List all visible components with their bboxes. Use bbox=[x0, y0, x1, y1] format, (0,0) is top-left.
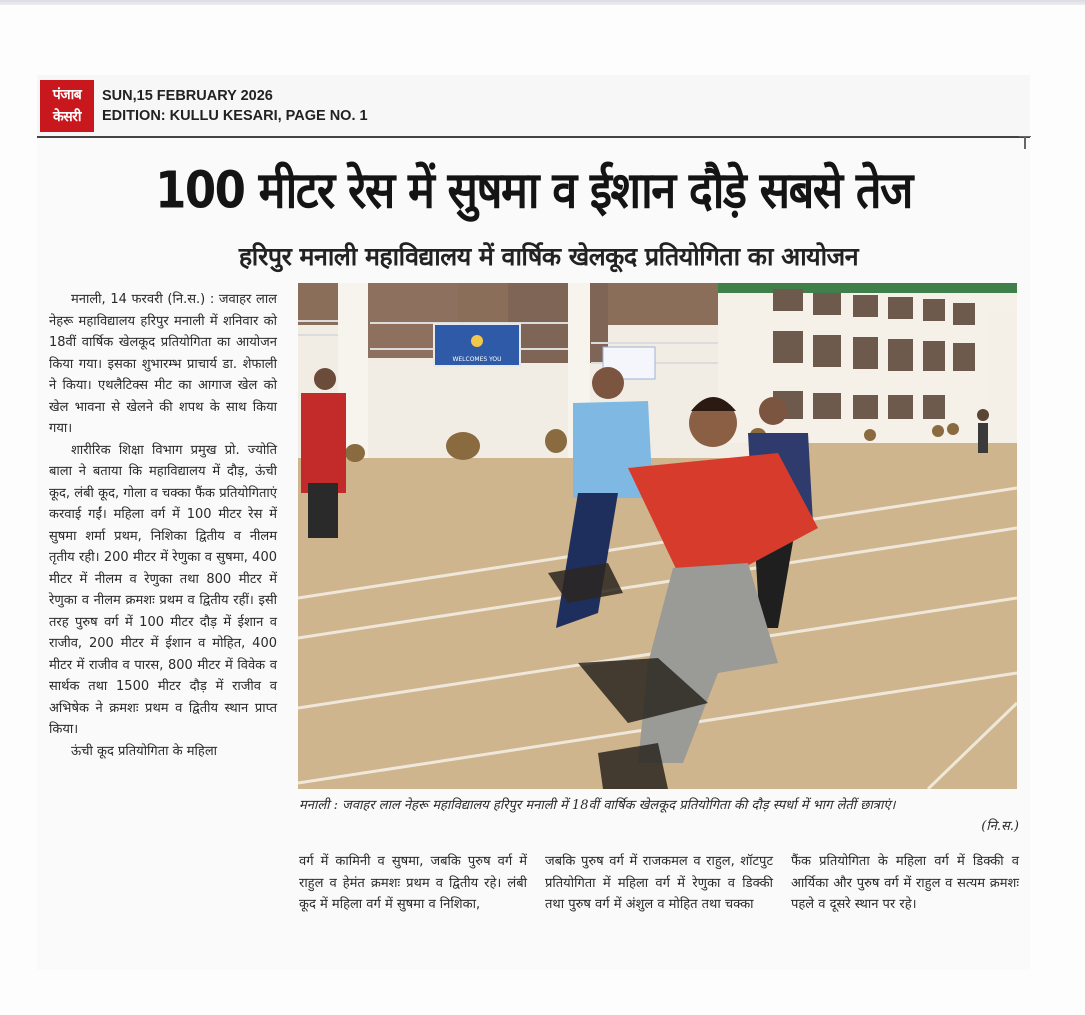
logo-line-1: पंजाब bbox=[52, 87, 82, 103]
edition-page: EDITION: KULLU KESARI, PAGE NO. 1 bbox=[102, 108, 368, 124]
headline: 100 मीटर रेस में सुषमा व ईशान दौड़े सबसे तेज bbox=[155, 160, 912, 220]
article-paragraph: मनाली, 14 फरवरी (नि.स.) : जवाहर लाल नेहरू महाविद्यालय हरिपुर मनाली में शनिवार को 18वीं वार्षिक खेलकूद प्रतियोगिता का आयोजन किया गया। इसका शुभारम्भ प्राचार्य डा. शेफाली ने किया। एथलैटिक्स मीट का आगाज खेल को खेल भावना से खेलने की शपथ के साथ किया गया। bbox=[49, 292, 277, 436]
subheadline: हरिपुर मनाली महाविद्यालय में वार्षिक खेलकूद प्रतियोगिता का आयोजन bbox=[238, 242, 859, 271]
article-bottom-columns bbox=[299, 851, 1019, 916]
article-column: जबकि पुरुष वर्ग में राजकमल व राहुल, शॉटपुट प्रतियोगिता में महिला वर्ग में रेणुका व डिक्की तथा पुरुष वर्ग में अंशुल व मोहित तथा चक्का bbox=[545, 854, 773, 912]
logo-line-2: केसरी bbox=[52, 109, 82, 125]
article-column: फैंक प्रतियोगिता के महिला वर्ग में डिक्की व आर्यिका और पुरुष वर्ग में राहुल व सत्यम क्रमशः पहले व दूसरे स्थान पर रहे। bbox=[791, 854, 1019, 912]
article-column: वर्ग में कामिनी व सुषमा, जबकि पुरुष वर्ग में राहुल व हेमंत क्रमशः प्रथम व द्वितीय रहे। लंबी कूद में महिला वर्ग में सुषमा व निशिका, bbox=[299, 854, 527, 912]
crop-mark-icon bbox=[1019, 136, 1031, 150]
top-edge-bar bbox=[0, 0, 1085, 5]
edition-date: SUN,15 FEBRUARY 2026 bbox=[102, 88, 273, 104]
article-paragraph: ऊंची कूद प्रतियोगिता के महिला bbox=[71, 743, 217, 759]
banner-text: WELCOMES YOU bbox=[452, 356, 502, 363]
news-clipping bbox=[37, 75, 1030, 970]
article-photo bbox=[298, 283, 1017, 789]
photo-caption bbox=[299, 795, 1019, 834]
caption-text: मनाली : जवाहर लाल नेहरू महाविद्यालय हरिपुर मनाली में 18वीं वार्षिक खेलकूद प्रतियोगिता की दौड़ स्पर्धा में भाग लेतीं छात्राएं। bbox=[299, 798, 896, 813]
masthead bbox=[37, 75, 1030, 138]
caption-credit: (नि.स.) bbox=[981, 819, 1019, 834]
edition-meta bbox=[102, 86, 368, 126]
article-left-column bbox=[49, 289, 277, 762]
article-paragraph: शारीरिक शिक्षा विभाग प्रमुख प्रो. ज्योति बाला ने बताया कि महाविद्यालय में दौड़, ऊंची कूद, लंबी कूद, गोला व चक्का फैंक प्रतियोगिताएं करवाई गईं। महिला वर्ग में 100 मीटर रेस में सुषमा शर्मा प्रथम, निशिका द्वितीय व नीलम तृतीय रही। 200 मीटर में रेणुका व सुषमा, 400 मीटर में नीलम व रेणुका तथा 800 मीटर में रेणुका व नीलम क्रमशः प्रथम व द्वितीय रहीं। इसी तरह पुरुष वर्ग में 100 मीटर दौड़ में ईशान व राजीव, 200 मीटर में ईशान व मोहित, 400 मीटर में राजीव व पारस, 800 मीटर में विवेक व सार्थक तथा 1500 मीटर दौड़ में राजीव व अभिषेक ने क्रमशः प्रथम व द्वितीय स्थान प्राप्त किया। bbox=[49, 442, 277, 737]
newspaper-logo[interactable] bbox=[40, 80, 94, 132]
